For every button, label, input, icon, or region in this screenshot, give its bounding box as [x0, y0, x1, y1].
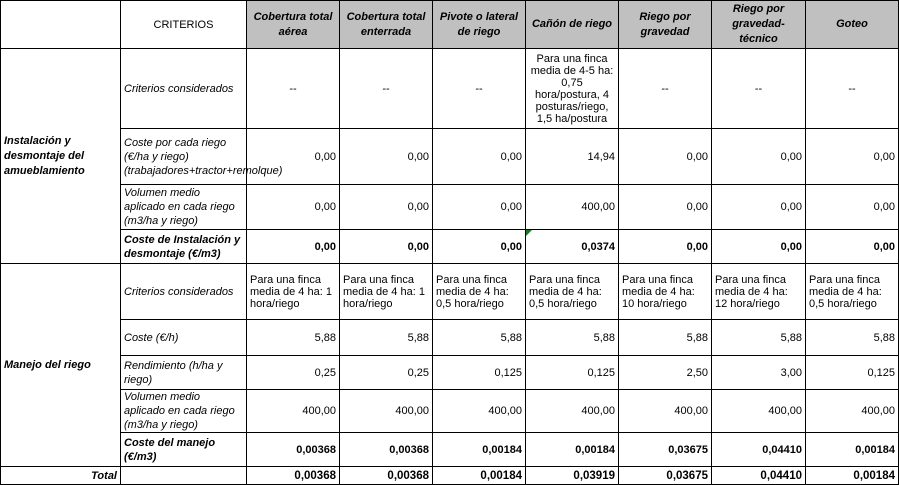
cell: Para una finca media de 4 ha: 1 hora/riego [340, 264, 433, 320]
total-cell: 0,00368 [340, 467, 433, 485]
cell: 0,25 [340, 356, 433, 390]
cell: 0,00 [619, 129, 712, 185]
cell: 5,88 [433, 320, 526, 356]
group-label-manejo: Manejo del riego [1, 264, 121, 467]
row-label: Volumen medio aplicado en cada riego (m3/ha y riego) [121, 185, 247, 230]
cell: 400,00 [433, 390, 526, 433]
total-spacer [121, 467, 247, 485]
cell: Para una finca media de 4 ha: 0,5 hora/riego [806, 264, 899, 320]
cell: 0,125 [806, 356, 899, 390]
cell: -- [806, 49, 899, 129]
cell: 5,88 [712, 320, 806, 356]
table-row [1, 433, 899, 467]
cell: -- [433, 49, 526, 129]
cell: 0,00368 [340, 433, 433, 467]
cell: 0,00 [340, 185, 433, 230]
cell: Para una finca media de 4 ha: 1 hora/riego [247, 264, 340, 320]
total-cell: 0,04410 [712, 467, 806, 485]
cell: 5,88 [247, 320, 340, 356]
total-cell: 0,00368 [247, 467, 340, 485]
header-criterios: CRITERIOS [121, 1, 247, 49]
header-col-4: Cañón de riego [526, 1, 619, 49]
row-label: Coste por cada riego (€/ha y riego) (trabajadores+tractor+remolque) [121, 129, 247, 185]
cell: 0,125 [433, 356, 526, 390]
cell: 0,00184 [526, 433, 619, 467]
cell: Para una finca media de 4 ha: 0,5 hora/riego [526, 264, 619, 320]
cell: 0,00 [712, 129, 806, 185]
cell: 0,00 [247, 129, 340, 185]
cell: Para una finca media de 4 ha: 10 hora/riego [619, 264, 712, 320]
cell: 0,00 [619, 185, 712, 230]
cell: 0,04410 [712, 433, 806, 467]
cell: 0,00 [247, 185, 340, 230]
cell: 5,88 [619, 320, 712, 356]
header-col-7: Goteo [806, 1, 899, 49]
row-label: Volumen medio aplicado en cada riego (m3/ha y riego) [121, 390, 247, 433]
cell: -- [340, 49, 433, 129]
cell: 14,94 [526, 129, 619, 185]
header-col-1: Cobertura total aérea [247, 1, 340, 49]
header-col-3: Pivote o lateral de riego [433, 1, 526, 49]
row-label: Criterios considerados [121, 264, 247, 320]
total-cell: 0,00184 [806, 467, 899, 485]
cell: 400,00 [712, 390, 806, 433]
cell: 5,88 [526, 320, 619, 356]
cell: -- [247, 49, 340, 129]
cell: -- [712, 49, 806, 129]
cell: 0,00 [712, 185, 806, 230]
cell: 0,00 [712, 230, 806, 264]
cell: Para una finca media de 4 ha: 12 hora/riego [712, 264, 806, 320]
header-col-6: Riego por gravedad-técnico [712, 1, 806, 49]
row-label: Criterios considerados [121, 49, 247, 129]
cell: 0,00 [806, 129, 899, 185]
cell: 3,00 [712, 356, 806, 390]
cell: 0,00 [619, 230, 712, 264]
header-row [1, 1, 899, 49]
cell: 0,00368 [247, 433, 340, 467]
cell: 0,00184 [806, 433, 899, 467]
total-cell: 0,03675 [619, 467, 712, 485]
table-row [1, 320, 899, 356]
cell: 0,03675 [619, 433, 712, 467]
cell: Para una finca media de 4-5 ha: 0,75 hora/postura, 4 posturas/riego, 1,5 ha/postura [526, 49, 619, 129]
row-label: Coste (€/h) [121, 320, 247, 356]
cell: 400,00 [247, 390, 340, 433]
cell: 0,125 [526, 356, 619, 390]
cell: 2,50 [619, 356, 712, 390]
header-col-2: Cobertura total enterrada [340, 1, 433, 49]
cell: 0,00 [340, 230, 433, 264]
total-cell: 0,03919 [526, 467, 619, 485]
cell: 400,00 [806, 390, 899, 433]
cell: 0,00 [806, 185, 899, 230]
table-row [1, 129, 899, 185]
table-row [1, 356, 899, 390]
cell: Para una finca media de 4 ha: 0,5 hora/riego [433, 264, 526, 320]
header-col-5: Riego por gravedad [619, 1, 712, 49]
cell: 0,0374 [526, 230, 619, 264]
cell: 0,00184 [433, 433, 526, 467]
table-row [1, 49, 899, 129]
row-label: Coste de Instalación y desmontaje (€/m3) [121, 230, 247, 264]
cell: 5,88 [806, 320, 899, 356]
row-label: Rendimiento (h/ha y riego) [121, 356, 247, 390]
cell: 400,00 [619, 390, 712, 433]
cell: 0,00 [433, 185, 526, 230]
row-label: Coste del manejo (€/m3) [121, 433, 247, 467]
cell: 0,25 [247, 356, 340, 390]
table-row [1, 185, 899, 230]
cell: 400,00 [340, 390, 433, 433]
total-cell: 0,00184 [433, 467, 526, 485]
cell: -- [619, 49, 712, 129]
cell: 0,00 [806, 230, 899, 264]
cell: 0,00 [340, 129, 433, 185]
cell: 0,00 [247, 230, 340, 264]
cell: 0,00 [433, 230, 526, 264]
table-row [1, 230, 899, 264]
table-row [1, 264, 899, 320]
table-row [1, 390, 899, 433]
corner-cell [1, 1, 121, 49]
group-label-instalacion: Instalación y desmontaje del amueblamiento [1, 49, 121, 264]
cell: 5,88 [340, 320, 433, 356]
cell: 0,00 [433, 129, 526, 185]
total-row [1, 467, 899, 485]
cell: 400,00 [526, 185, 619, 230]
total-label: Total [1, 467, 121, 485]
cell: 400,00 [526, 390, 619, 433]
